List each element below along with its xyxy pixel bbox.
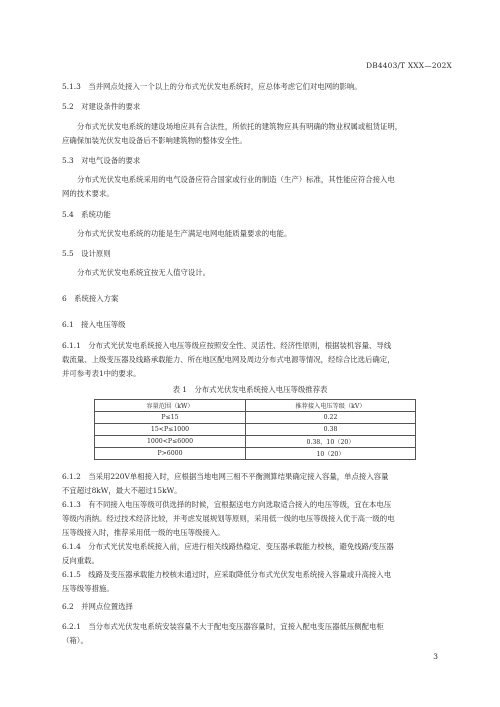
document-code-header: DB4403/T XXX—202X [366, 61, 452, 70]
table-cell-voltage: 10（20） [246, 448, 416, 460]
section-5-4-title: 5.4 系统功能 [62, 210, 111, 219]
table-header-row [95, 400, 416, 412]
table-1-caption: 表 1 分布式光伏发电系统接入电压等级推荐表 [172, 385, 328, 394]
clause-6-1-3-line-3: 压等级接入时，推荐采用低一级的电压等级接入。 [62, 528, 225, 537]
clause-6-1-4-line-1: 6.1.4 分布式光伏发电系统接入前，应进行相关线路热稳定、变压器承载能力校核，避免线路/变压器 [62, 542, 394, 551]
clause-6-1-3-line-1: 6.1.3 有不同接入电压等级可供选择的时候，宜根据送电方向选取适合接入的电压等级，宜在本电压 [62, 500, 392, 509]
clause-6-1-2-line-1: 6.1.2 当采用220V单相接入时，应根据当地电网三相不平衡测算结果确定接入容量，单点接入容量 [62, 472, 389, 481]
section-5-2-body-line-2: 应确保加装光伏发电设备后不影响建筑物的整体安全性。 [62, 136, 247, 145]
table-cell-capacity: 1000<P≤6000 [95, 436, 246, 448]
table-row [95, 436, 416, 448]
table-cell-capacity: 15<P≤1000 [95, 424, 246, 436]
section-5-5-title: 5.5 设计原则 [62, 249, 111, 258]
section-5-2-body-line-1: 分布式光伏发电系统的建设场地应具有合法性，所依托的建筑物应具有明确的物业权属或租赁证明， [77, 122, 403, 131]
clause-6-1-1-line-1: 6.1.1 分布式光伏发电系统接入电压等级应按照安全性、灵活性、经济性原则，根据装机容量、导线 [62, 341, 392, 350]
section-5-4-body: 分布式光伏发电系统的功能是生产满足电网电能质量要求的电能。 [77, 229, 292, 238]
clause-6-1-4-line-2: 反向重载。 [62, 556, 99, 565]
clause-6-1-1-line-3: 并可参考表1中的要求。 [62, 369, 141, 378]
clause-6-1-2-line-2: 不宜超过8kW，最大不超过15kW。 [62, 486, 182, 495]
section-6-1-title: 6.1 接入电压等级 [62, 320, 126, 329]
table-cell-voltage: 0.38、10（20） [246, 436, 416, 448]
section-5-2-title: 5.2 对建设条件的要求 [62, 102, 141, 111]
table-header-voltage: 推荐接入电压等级（kV） [246, 400, 416, 412]
clause-6-1-1-line-2: 载流量、上级变压器及线路承载能力、所在地区配电网及周边分布式电源等情况，经综合比选后确定， [62, 355, 395, 364]
section-5-3-body-line-2: 网的技术要求。 [62, 189, 114, 198]
chapter-6-title: 6 系统接入方案 [62, 294, 119, 303]
clause-6-1-5-line-2: 压等级等措施。 [62, 584, 114, 593]
table-cell-capacity: P>6000 [95, 448, 246, 460]
table-cell-voltage: 0.22 [246, 412, 416, 424]
clause-6-1-3-line-2: 等级内消纳。经过技术经济比较，并考虑发展规划等原则，采用低一级的电压等级接入优于高一级的电 [62, 514, 395, 523]
clause-6-1-5-line-1: 6.1.5 线路及变压器承载能力校核未通过时，应采取降低分布式光伏发电系统接入容量或升高接入电 [62, 570, 392, 579]
section-5-3-body-line-1: 分布式光伏发电系统采用的电气设备应符合国家或行业的制造（生产）标准，其性能应符合接入电 [77, 175, 395, 184]
section-5-3-title: 5.3 对电气设备的要求 [62, 156, 141, 165]
page-number: 3 [433, 652, 438, 661]
table-row [95, 448, 416, 460]
voltage-level-table [94, 399, 416, 460]
clause-6-2-1-line-1: 6.2.1 当分布式光伏发电系统安装容量不大于配电变压器容量时，宜接入配电变压器低压侧配电柜 [62, 622, 384, 631]
clause-6-2-1-line-2: （箱）。 [62, 636, 88, 645]
table-header-capacity: 容量范围（kW） [95, 400, 246, 412]
table-row [95, 424, 416, 436]
table-cell-voltage: 0.38 [246, 424, 416, 436]
clause-5-1-3: 5.1.3 当并网点处接入一个以上的分布式光伏发电系统时，应总体考虑它们对电网的影响。 [62, 82, 362, 91]
table-row [95, 412, 416, 424]
table-cell-capacity: P≤15 [95, 412, 246, 424]
section-6-2-title: 6.2 并网点位置选择 [62, 602, 133, 611]
section-5-5-body: 分布式光伏发电系统宜按无人值守设计。 [77, 268, 211, 277]
